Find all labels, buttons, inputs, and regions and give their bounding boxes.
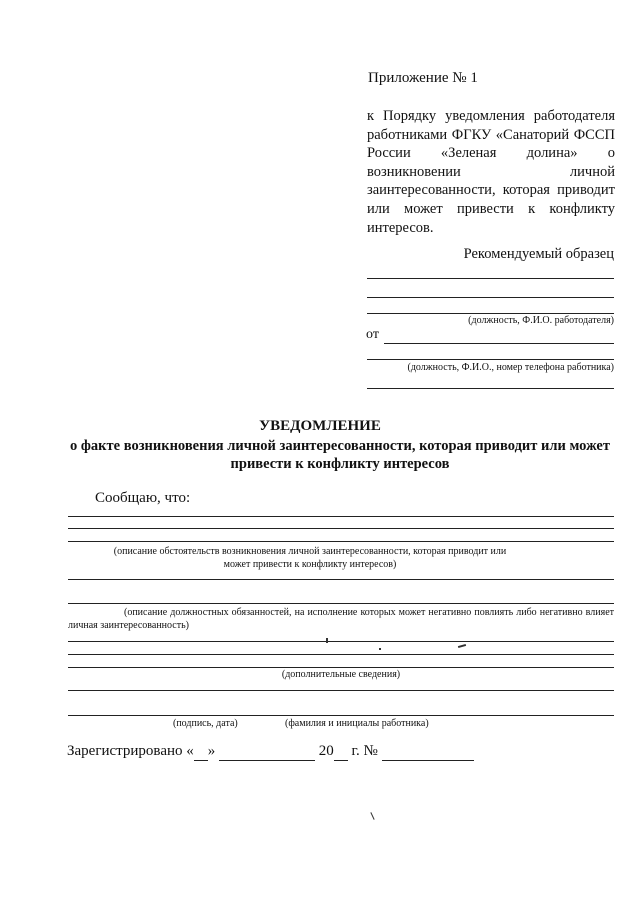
employee-line-2 (367, 388, 614, 389)
circumstances-caption: (описание обстоятельств возникновения личной заинтересованности, которая приводит или может привести к конфликту интересов) (113, 546, 507, 570)
notice-subtitle: о факте возникновения личной заинтересованности, которая приводит или может привести к конфликту интересов (70, 438, 610, 472)
additional-line-1 (68, 690, 614, 691)
registration-label: Зарегистрировано « (67, 743, 194, 759)
report-line-2 (68, 528, 614, 529)
circumstances-line-2 (68, 603, 614, 604)
appendix-text: к Порядку уведомления работодателя работниками ФГКУ «Санаторий ФССП России «Зеленая долина» о возникновении личной заинтересованности, которая приводит или может привести к конфликту интересов. (367, 108, 615, 236)
signature-caption: (подпись, дата) (173, 718, 238, 729)
appendix-title: Приложение № 1 (368, 70, 478, 86)
duties-line-1 (68, 641, 614, 642)
employee-line-1 (367, 359, 614, 360)
registration-row (67, 743, 474, 761)
employee-caption: (должность, Ф.И.О., номер телефона работника) (407, 362, 614, 373)
scan-mark (370, 812, 374, 820)
name-caption: (фамилия и инициалы работника) (285, 718, 429, 729)
circumstances-line-1 (68, 579, 614, 580)
registration-close-quote: » (207, 743, 216, 759)
employer-caption: (должность, Ф.И.О. работодателя) (468, 315, 614, 326)
duties-line-2 (68, 654, 614, 655)
number-blank (382, 743, 474, 761)
report-line-1 (68, 516, 614, 517)
from-line (384, 343, 614, 344)
scan-mark (379, 648, 381, 650)
report-label: Сообщаю, что: (95, 490, 191, 506)
report-line-3 (68, 541, 614, 542)
scan-mark (458, 644, 466, 648)
employer-line-3 (367, 313, 614, 314)
month-blank (219, 743, 315, 761)
employer-line-2 (367, 297, 614, 298)
employer-line-1 (367, 278, 614, 279)
duties-caption: (описание должностных обязанностей, на исполнение которых может негативно повлиять либо негативно влияет личная заинтересованность) (68, 607, 614, 631)
registration-number-label: г. № (351, 743, 378, 759)
from-label: от (366, 327, 379, 342)
additional-caption: (дополнительные сведения) (281, 669, 401, 680)
day-blank (194, 743, 208, 761)
scan-mark (326, 638, 328, 643)
signature-line (68, 715, 614, 716)
notice-title: УВЕДОМЛЕНИЕ (259, 418, 381, 434)
year-blank (334, 743, 348, 761)
registration-year: 20 (318, 743, 334, 759)
duties-line-3 (68, 667, 614, 668)
sample-label: Рекомендуемый образец (463, 246, 614, 262)
